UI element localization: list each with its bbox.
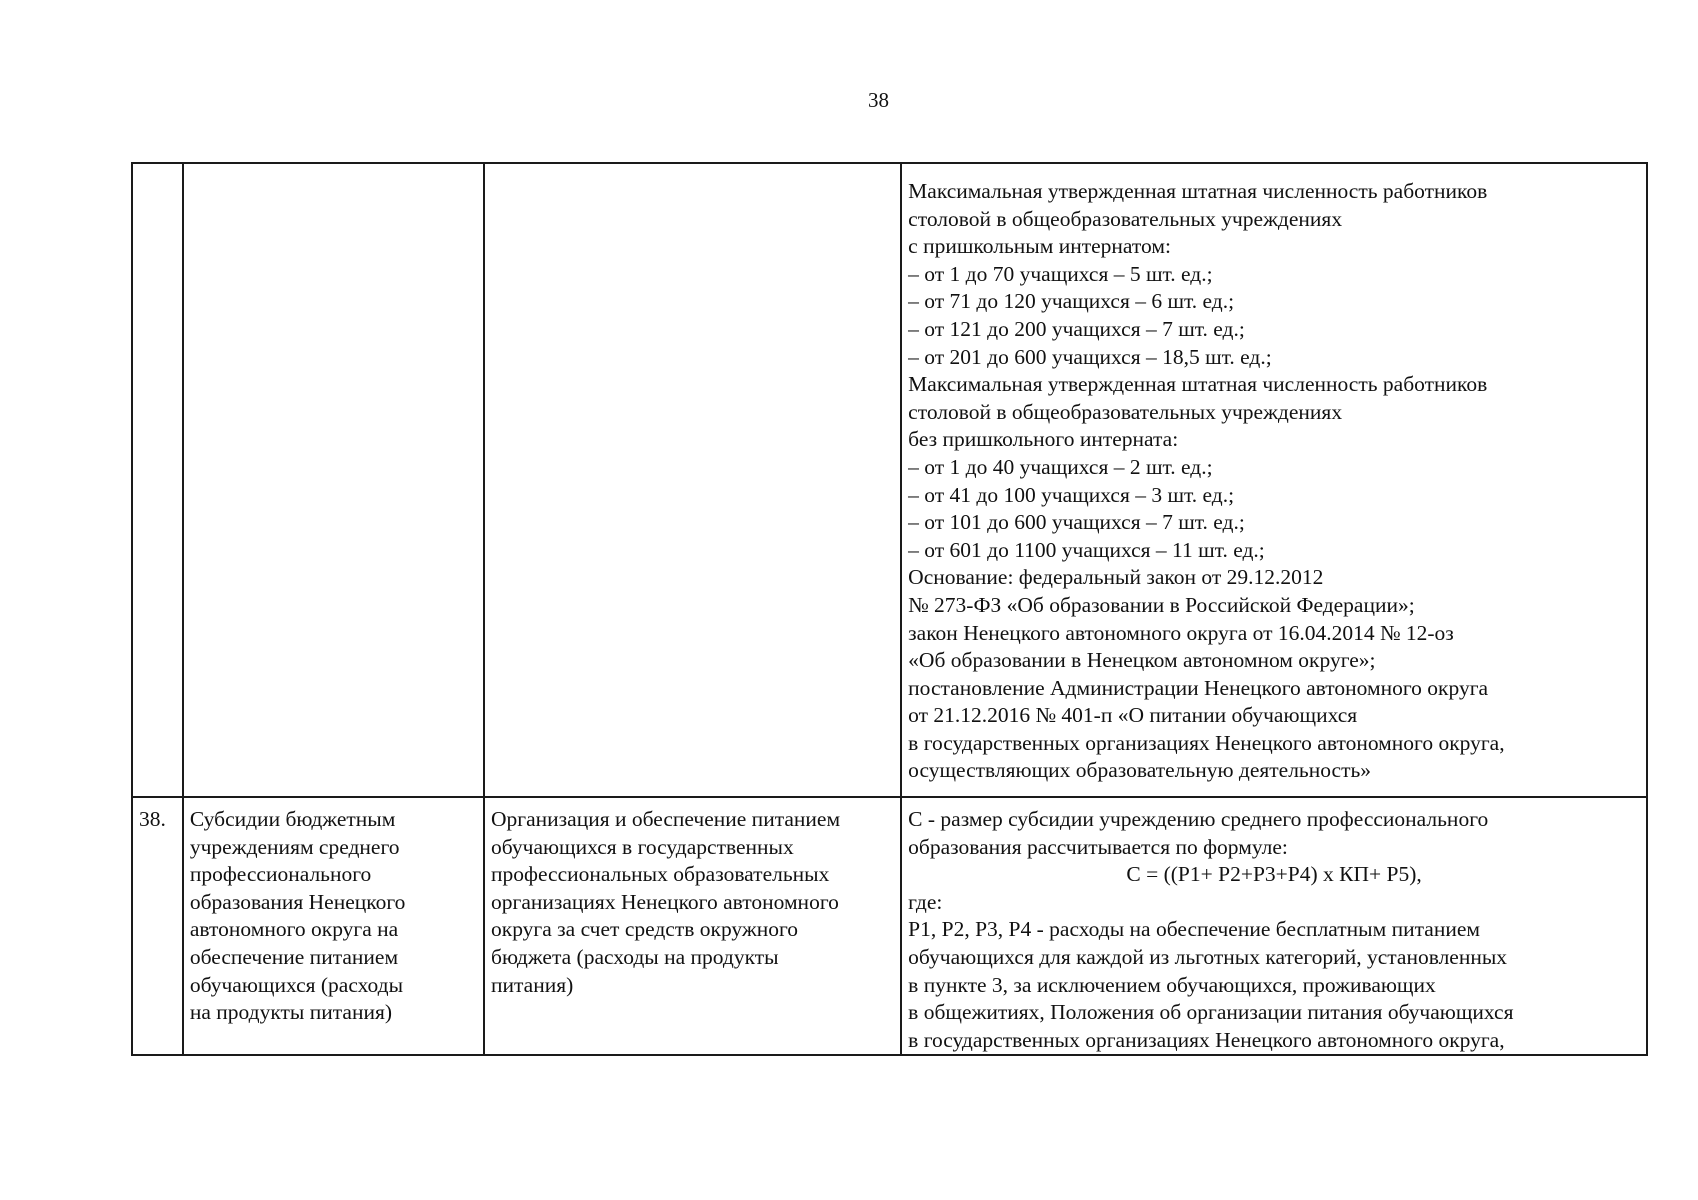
calc-line: Максимальная утвержденная штатная численность работников — [908, 179, 1488, 203]
desc-line: организациях Ненецкого автономного — [491, 889, 839, 914]
calc-line: Максимальная утвержденная штатная численность работников — [908, 372, 1488, 397]
desc-line: профессиональных образовательных — [491, 862, 830, 887]
desc-line: Организация и обеспечение питанием — [491, 807, 841, 831]
calc-line: от 21.12.2016 № 401-п «О питании обучающихся — [908, 703, 1358, 728]
calc-line: осуществляющих образовательную деятельность» — [908, 758, 1372, 783]
calc-line: столовой в общеобразовательных учреждениях — [908, 399, 1343, 424]
desc-line: обучающихся в государственных — [491, 834, 794, 859]
calc-line: – от 1 до 40 учащихся – 2 шт. ед.; — [908, 454, 1213, 479]
calc-line: – от 1 до 70 учащихся – 5 шт. ед.; — [908, 261, 1213, 286]
calc-line: закон Ненецкого автономного округа от 16.04.2014 № 12-оз — [908, 620, 1454, 645]
calc-line: «Об образовании в Ненецком автономном округе»; — [908, 648, 1376, 673]
calc-line: где: — [908, 889, 943, 914]
name-line: обеспечение питанием — [189, 944, 399, 969]
calc-intro-line: образования рассчитывается по формуле: — [908, 834, 1288, 859]
name-line: профессионального — [189, 862, 372, 887]
cell-description-empty — [484, 163, 901, 797]
desc-line: бюджета (расходы на продукты — [491, 944, 779, 969]
calc-line: в государственных организациях Ненецкого автономного округа, — [908, 1027, 1505, 1052]
calc-line: без пришкольного интерната: — [908, 427, 1179, 452]
calc-line: Основание: федеральный закон от 29.12.2012 — [908, 565, 1324, 590]
name-line: учреждениям среднего — [189, 834, 400, 859]
page-number: 38 — [868, 88, 889, 112]
cell-calculation — [901, 163, 1647, 797]
table-row-continuation — [132, 163, 1647, 797]
calc-line: – от 601 до 1100 учащихся – 11 шт. ед.; — [908, 537, 1265, 562]
name-line: обучающихся (расходы — [189, 972, 404, 997]
calc-line: в общежитиях, Положения об организации питания обучающихся — [908, 1000, 1514, 1025]
calc-line: с пришкольным интернатом: — [908, 234, 1171, 259]
calc-line: в пункте 3, за исключением обучающихся, проживающих — [908, 972, 1436, 997]
calc-intro-line: С - размер субсидии учреждению среднего профессионального — [908, 807, 1489, 831]
calc-line: постановление Администрации Ненецкого автономного округа — [908, 675, 1489, 700]
cell-description — [484, 797, 901, 1055]
name-line: Субсидии бюджетным — [189, 807, 396, 831]
calc-line: – от 101 до 600 учащихся – 7 шт. ед.; — [908, 510, 1245, 535]
cell-number-empty — [132, 163, 183, 797]
name-line: образования Ненецкого — [189, 889, 406, 914]
row-number: 38. — [132, 797, 183, 1055]
cell-name-empty — [183, 163, 484, 797]
document-table — [131, 162, 1648, 1056]
calc-line: – от 71 до 120 учащихся – 6 шт. ед.; — [908, 289, 1235, 314]
cell-name — [183, 797, 484, 1055]
desc-line: питания) — [491, 972, 574, 997]
name-line: автономного округа на — [189, 917, 399, 942]
subsidy-formula: С = ((Р1+ Р2+Р3+Р4) х КП+ Р5), — [1126, 862, 1422, 887]
calc-line: столовой в общеобразовательных учреждениях — [908, 206, 1343, 231]
calc-line: № 273-ФЗ «Об образовании в Российской Федерации»; — [908, 592, 1415, 617]
table-row-38 — [132, 797, 1647, 1055]
desc-line: округа за счет средств окружного — [491, 917, 799, 942]
calc-line: обучающихся для каждой из льготных категорий, установленных — [908, 944, 1508, 969]
name-line: на продукты питания) — [189, 1000, 393, 1025]
calc-line: – от 121 до 200 учащихся – 7 шт. ед.; — [908, 316, 1245, 341]
calc-line: – от 201 до 600 учащихся – 18,5 шт. ед.; — [908, 344, 1272, 369]
cell-calculation-38 — [901, 797, 1647, 1055]
calc-line: в государственных организациях Ненецкого автономного округа, — [908, 730, 1505, 755]
calc-line: Р1, Р2, Р3, Р4 - расходы на обеспечение бесплатным питанием — [908, 917, 1480, 942]
calc-line: – от 41 до 100 учащихся – 3 шт. ед.; — [908, 482, 1235, 507]
